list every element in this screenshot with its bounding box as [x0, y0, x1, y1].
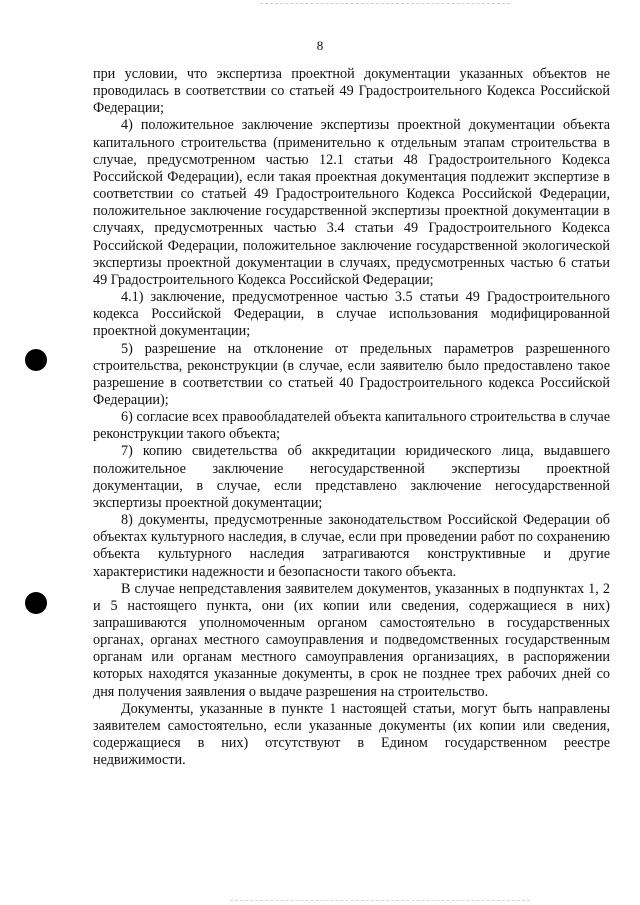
paragraph-item-4-1: 4.1) заключение, предусмотренное частью 3.5 статьи 49 Градостроительного кодекса Российской Федерации, в случае использования модифицированной проектной документации; — [93, 289, 610, 340]
paragraph-item-8: 8) документы, предусмотренные законодательством Российской Федерации об объектах культурного наследия, в случае, если при проведении работ по сохранению объекта культурного наследия затрагиваются конструктивные и другие характеристики надежности и безопасности такого объекта. — [93, 512, 610, 580]
page-number: 8 — [316, 38, 324, 53]
paragraph-item-4: 4) положительное заключение экспертизы проектной документации объекта капитального строительства (применительно к отдельным этапам строительства в случае, предусмотренном частью 12.1 статьи 48 Градостроительного Кодекса Российской Федерации), если такая проектная документация подлежит экспертизе в соответствии со статьей 49 Градостроительного Кодекса Российской Федерации, положительное заключение государственной экспертизы проектной документации в случаях, предусмотренных частью 3.4 статьи 49 Градостроительного Кодекса Российской Федерации, положительное заключение государственной экологической экспертизы проектной документации в случаях, предусмотренных частью 6 статьи 49 Градостроительного Кодекса Российской Федерации; — [93, 117, 610, 288]
punch-hole-mark — [25, 592, 47, 614]
scan-artifact-top — [260, 3, 510, 4]
document-body — [93, 66, 610, 769]
paragraph-item-6: 6) согласие всех правообладателей объекта капитального строительства в случае реконструкции такого объекта; — [93, 409, 610, 443]
paragraph-continuation: при условии, что экспертиза проектной документации указанных объектов не проводилась в соответствии со статьей 49 Градостроительного Кодекса Российской Федерации; — [93, 66, 610, 117]
paragraph-self-submission: Документы, указанные в пункте 1 настоящей статьи, могут быть направлены заявителем самостоятельно, если указанные документы (их копии или сведения, содержащиеся в них) отсутствуют в Едином государственном реестре недвижимости. — [93, 700, 610, 769]
paragraph-missing-documents: В случае непредставления заявителем документов, указанных в подпунктах 1, 2 и 5 настоящего пункта, они (их копии или сведения, содержащиеся в них) запрашиваются уполномоченным органом самостоятельно в государственных органах, органах местного самоуправления и подведомственных государственным органам или органам местного самоуправления организациях, в распоряжении которых находятся указанные документы, в срок не позднее трех рабочих дней со дня получения заявления о выдаче разрешения на строительство. — [93, 580, 610, 700]
scan-artifact-bottom — [230, 900, 530, 901]
punch-hole-mark — [25, 349, 47, 371]
paragraph-item-5: 5) разрешение на отклонение от предельных параметров разрешенного строительства, реконструкции (в случае, если заявителю было предоставлено такое разрешение в соответствии со статьей 40 Градостроительного кодекса Российской Федерации); — [93, 340, 610, 408]
paragraph-item-7: 7) копию свидетельства об аккредитации юридического лица, выдавшего положительное заключение негосударственной экспертизы проектной документации, в случае, если представлено заключение негосударственной экспертизы проектной документации; — [93, 443, 610, 511]
